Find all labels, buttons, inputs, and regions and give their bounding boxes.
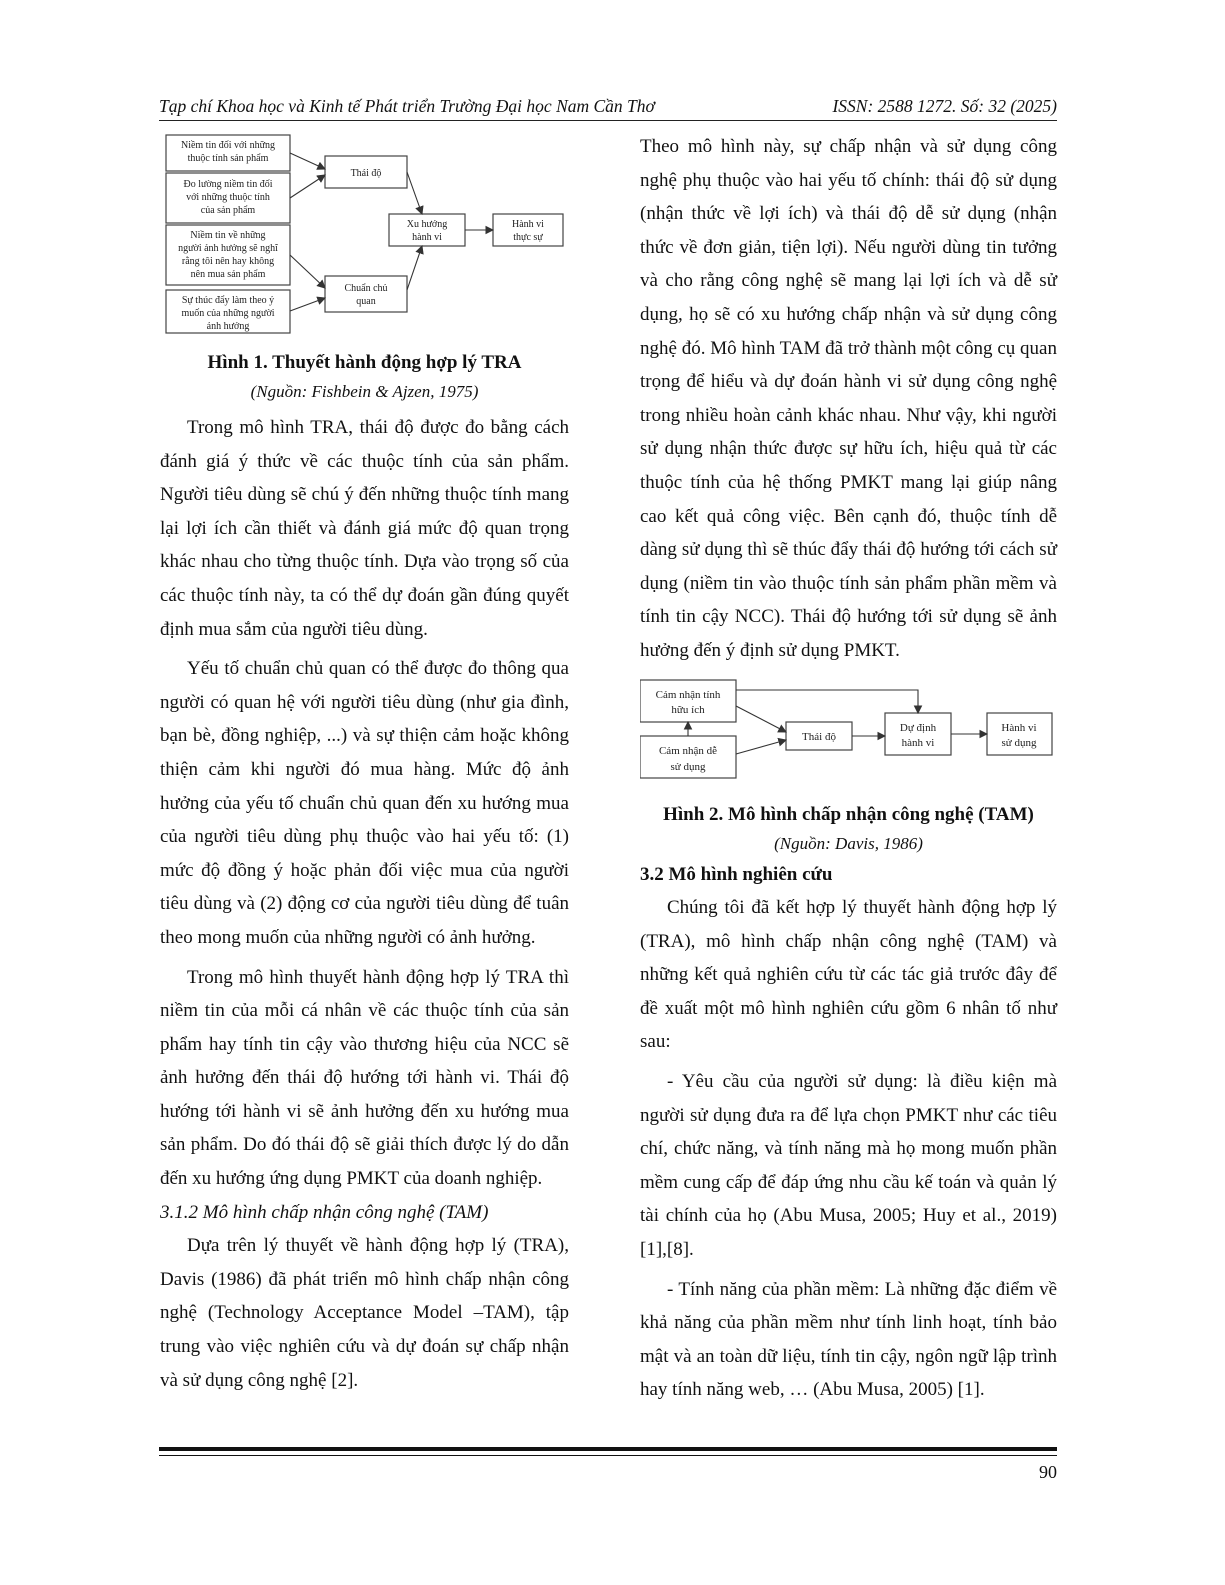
- figure-2-tam-diagram: [640, 678, 1057, 788]
- tra-intention-line2: hành vi: [412, 232, 442, 243]
- tam-ease-line2: sử dụng: [670, 760, 706, 773]
- tam-intention-line1: Dự định: [899, 721, 937, 734]
- tam-attitude-label: Thái độ: [802, 730, 836, 743]
- tra-intention-line1: Xu hướng: [406, 219, 448, 230]
- tra-b4-line3: ảnh hưởng: [206, 321, 250, 332]
- running-header: [159, 96, 1057, 121]
- right-column: [640, 130, 1057, 1407]
- paragraph-tam-explanation: Theo mô hình này, sự chấp nhận và sử dụng công nghệ phụ thuộc vào hai yếu tố chính: thái độ sử dụng (nhận thức về lợi ích) và thái độ dễ sử dụng (nhận thức về đơn giản, tiện lợi). Nếu người dùng tin tưởng và cho rằng công nghệ sẽ mang lại lợi ích và dễ sử dụng, họ sẽ có xu hướng chấp nhận và sử dụng công nghệ đó. Mô hình TAM đã trở thành một công cụ quan trọng để hiểu và dự đoán hành vi sử dụng công nghệ trong nhiều hoàn cảnh khác nhau. Như vậy, khi người sử dụng nhận thức được sự hữu ích, hiệu quả từ các thuộc tính của hệ thống PMKT mang lại giúp nâng cao kết quả công việc. Bên cạnh đó, thuộc tính dễ dàng sử dụng thì sẽ thúc đẩy thái độ hướng tới cách sử dụng (niềm tin vào thuộc tính sản phẩm phần mềm và tính tin cậy NCC). Thái độ hướng tới sử dụng sẽ ảnh hưởng đến ý định sử dụng PMKT.: [640, 136, 1057, 661]
- paragraph-user-requirements: - Yêu cầu của người sử dụng: là điều kiện mà người sử dụng đưa ra để lựa chọn PMKT như các tiêu chí, chức năng, và tính năng mà họ mong muốn phần mềm cung cấp để đáp ứng nhu cầu kế toán và quản lý tài chính của họ (Abu Musa, 2005; Huy et al., 2019) [1],[8].: [640, 1071, 1057, 1261]
- tra-b3-line1: Niềm tin về những: [190, 230, 266, 241]
- tra-b3-line2: người ảnh hưởng sẽ nghĩ: [178, 243, 278, 254]
- tra-behavior-line2: thực sự: [513, 232, 543, 243]
- tra-norm-line1: Chuẩn chủ: [344, 283, 388, 294]
- section-heading-32: 3.2 Mô hình nghiên cứu: [640, 863, 833, 885]
- figure-1-caption: Hình 1. Thuyết hành động hợp lý TRA: [207, 352, 522, 373]
- paragraph-software-features: - Tính năng của phần mềm: Là những đặc điểm về khả năng của phần mềm như tính linh hoạt, tính bảo mật và an toàn dữ liệu, tính tin cậy, ngôn ngữ lập trình hay tính năng web, … (Abu Musa, 2005) [1].: [640, 1278, 1057, 1401]
- tra-b4-line2: muốn của những người: [181, 308, 275, 319]
- paragraph-davis-tam: Dựa trên lý thuyết về hành động hợp lý (TRA), Davis (1986) đã phát triển mô hình chấp nhận công nghệ (Technology Acceptance Model –TAM), tập trung vào việc nghiên cứu và dự đoán sự chấp nhận và sử dụng công nghệ [2].: [160, 1235, 569, 1391]
- figure-2-source: (Nguồn: Davis, 1986): [774, 833, 923, 853]
- section-heading-312: 3.1.2 Mô hình chấp nhận công nghệ (TAM): [160, 1201, 489, 1223]
- issn-info: ISSN: 2588 1272. Số: 32 (2025): [832, 96, 1057, 116]
- tra-attitude-label: Thái độ: [350, 168, 382, 179]
- page-number: 90: [1039, 1462, 1057, 1482]
- tra-b3-line4: nên mua sản phẩm: [190, 269, 266, 280]
- tam-ease-line1: Cảm nhận dễ: [658, 744, 718, 757]
- tra-b1-line1: Niềm tin đối với những: [180, 140, 276, 151]
- tra-norm-line2: quan: [356, 296, 376, 307]
- tam-intention-line2: hành vi: [901, 736, 935, 749]
- paragraph-tra-summary: Trong mô hình thuyết hành động hợp lý TRA thì niềm tin của mỗi cá nhân về các thuộc tính của sản phẩm hay tính tin cậy vào thương hiệu của NCC sẽ ảnh hưởng đến thái độ hướng tới hành vi. Thái độ hướng tới hành vi sẽ ảnh hưởng đến xu hướng mua sản phẩm. Do đó thái độ sẽ giải thích được lý do dẫn đến xu hướng ứng dụng PMKT của doanh nghiệp.: [160, 966, 569, 1190]
- figure-1-tra-diagram: [160, 130, 569, 335]
- tam-useful-line1: Cảm nhận tính: [655, 688, 721, 701]
- journal-title: Tạp chí Khoa học và Kinh tế Phát triển Trường Đại học Nam Cần Thơ: [159, 96, 655, 116]
- tam-usage-line1: Hành vi: [1001, 721, 1037, 734]
- figure-1-source: (Nguồn: Fishbein & Ajzen, 1975): [250, 382, 479, 401]
- tra-b2-line3: của sản phẩm: [200, 205, 256, 216]
- paragraph-tra-attitude: Trong mô hình TRA, thái độ được đo bằng cách đánh giá ý thức về các thuộc tính của sản phẩm. Người tiêu dùng sẽ chú ý đến những thuộc tính mang lại lợi ích cần thiết và đánh giá mức độ quan trọng khác nhau cho từng thuộc tính. Dựa vào trọng số của các thuộc tính này, ta có thể dự đoán gần đúng quyết định mua sắm của người tiêu dùng.: [160, 417, 569, 640]
- left-column: [160, 130, 569, 1397]
- tra-behavior-line1: Hành vi: [512, 219, 544, 230]
- tam-usage-line2: sử dụng: [1001, 736, 1037, 749]
- tra-b1-line2: thuộc tính sản phẩm: [187, 153, 269, 164]
- tra-b2-line1: Đo lường niềm tin đối: [183, 179, 273, 190]
- footer-rule: [159, 1447, 1057, 1456]
- figure-2-caption: Hình 2. Mô hình chấp nhận công nghệ (TAM): [663, 803, 1034, 825]
- paragraph-research-model: Chúng tôi đã kết hợp lý thuyết hành động hợp lý (TRA), mô hình chấp nhận công nghệ (TAM) và những kết quả nghiên cứu từ các tác giả trước đây để đề xuất một mô hình nghiên cứu gồm 6 nhân tố như sau:: [640, 897, 1057, 1053]
- tra-b4-line1: Sự thúc đẩy làm theo ý: [181, 295, 275, 306]
- tam-useful-line2: hữu ích: [671, 703, 705, 716]
- tra-b2-line2: với những thuộc tính: [186, 192, 270, 203]
- paragraph-subjective-norm: Yếu tố chuẩn chủ quan có thể được đo thông qua người có quan hệ với người tiêu dùng (như gia đình, bạn bè, đồng nghiệp, ...) và sự thiện cảm hoặc không thiện cảm khi người đó mua hàng. Mức độ ảnh hưởng của yếu tố chuẩn chủ quan đến xu hướng mua của người tiêu dùng phụ thuộc vào hai yếu tố: (1) mức độ đồng ý hoặc phản đối việc mua của người tiêu dùng và (2) động cơ của người tiêu dùng để tuân theo mong muốn của những người có ảnh hưởng.: [160, 658, 569, 948]
- tra-b3-line3: rằng tôi nên hay không: [181, 256, 275, 267]
